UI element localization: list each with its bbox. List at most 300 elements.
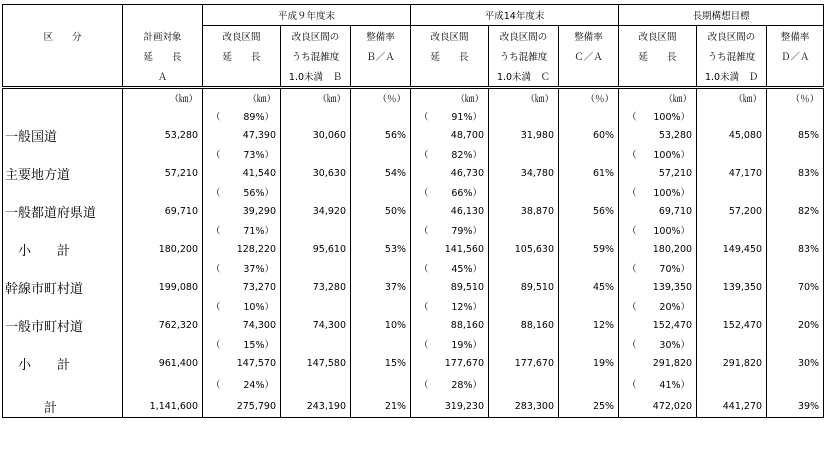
group-title-h14: 平成14年度末 — [411, 5, 619, 26]
blank-cell — [3, 145, 123, 163]
row-label: 主要地方道 — [3, 163, 123, 183]
blank-cell — [3, 297, 123, 315]
improvement-rate: 10% — [351, 315, 411, 335]
improvement-rate: 12% — [559, 315, 619, 335]
improvement-rate: 83% — [767, 239, 824, 259]
share-wrapper — [203, 261, 280, 275]
share-cell — [411, 335, 489, 353]
share-value-group — [451, 377, 482, 391]
uncongested-length: 34,920 — [281, 201, 351, 221]
share-value-group — [451, 299, 482, 313]
blank-cell — [123, 107, 203, 125]
uncongested-length: 105,630 — [489, 239, 559, 259]
target-length: 199,080 — [123, 277, 203, 297]
share-value-group — [659, 337, 690, 351]
target-header-line1: 計画対象 — [123, 26, 203, 47]
section-header-blank-4 — [3, 66, 123, 88]
blank-cell — [697, 145, 767, 163]
table-row-share — [3, 297, 824, 315]
uncongested-length: 283,300 — [489, 395, 559, 418]
share-value-group — [243, 261, 274, 275]
share-value-group — [243, 185, 274, 199]
improved-length: 89,510 — [411, 277, 489, 297]
blank-cell — [559, 183, 619, 201]
share-value: 45% — [451, 264, 473, 275]
share-cell — [203, 107, 281, 125]
rate-ratio-header: Ｃ／Ａ — [559, 46, 619, 66]
share-wrapper — [619, 109, 696, 123]
congest-header-line3: 1.0未満 Ｃ — [489, 66, 559, 88]
uncongested-length: 139,350 — [697, 277, 767, 297]
share-value: 82% — [451, 150, 473, 161]
row-label: 幹線市町村道 — [3, 277, 123, 297]
share-wrapper — [203, 377, 280, 391]
blank-cell — [489, 145, 559, 163]
paren-close: ） — [472, 380, 483, 391]
share-wrapper — [619, 299, 696, 313]
share-cell — [411, 107, 489, 125]
table-row-share — [3, 335, 824, 353]
target-length: 180,200 — [123, 239, 203, 259]
unit-label: （％） — [351, 88, 411, 108]
improvement-rate: 60% — [559, 125, 619, 145]
paren-close: ） — [680, 264, 691, 275]
blank-cell — [123, 259, 203, 277]
congest-header-line2: うち混雑度 — [281, 46, 351, 66]
rate-header: 整備率 — [559, 26, 619, 47]
share-cell — [203, 297, 281, 315]
table-row — [3, 201, 824, 221]
paren-open: （ — [419, 150, 429, 161]
blank-cell — [767, 183, 824, 201]
blank-cell — [767, 297, 824, 315]
paren-close: ） — [680, 380, 691, 391]
paren-open: （ — [419, 112, 429, 123]
paren-open: （ — [211, 150, 221, 161]
blank-cell — [697, 107, 767, 125]
uncongested-length: 30,630 — [281, 163, 351, 183]
blank-cell — [281, 145, 351, 163]
paren-open: （ — [627, 150, 637, 161]
improvement-rate: 56% — [559, 201, 619, 221]
share-value: 28% — [451, 380, 473, 391]
share-value: 71% — [243, 226, 265, 237]
improvement-rate: 85% — [767, 125, 824, 145]
share-cell — [619, 145, 697, 163]
share-wrapper — [203, 185, 280, 199]
share-value: 100% — [653, 112, 681, 123]
paren-close: ） — [264, 302, 274, 313]
improvement-rate: 54% — [351, 163, 411, 183]
share-cell — [619, 259, 697, 277]
share-wrapper — [203, 299, 280, 313]
share-cell — [619, 373, 697, 395]
share-wrapper — [411, 223, 488, 237]
share-value-group — [243, 377, 274, 391]
share-cell — [203, 145, 281, 163]
uncongested-length: 34,780 — [489, 163, 559, 183]
improvement-rate: 15% — [351, 353, 411, 373]
group-title-h9: 平成９年度末 — [203, 5, 411, 26]
share-cell — [203, 373, 281, 395]
share-wrapper — [411, 299, 488, 313]
blank-cell — [123, 335, 203, 353]
improved-length: 41,540 — [203, 163, 281, 183]
improved-length: 53,280 — [619, 125, 697, 145]
paren-close: ） — [472, 150, 483, 161]
share-value-group — [243, 147, 274, 161]
improved-length: 152,470 — [619, 315, 697, 335]
blank-cell — [281, 183, 351, 201]
paren-open: （ — [419, 188, 429, 199]
paren-open: （ — [419, 380, 429, 391]
blank-cell — [697, 335, 767, 353]
share-value: 91% — [451, 112, 473, 123]
blank-cell — [281, 259, 351, 277]
share-value-group — [451, 261, 482, 275]
paren-close: ） — [264, 112, 274, 123]
rate-header: 整備率 — [351, 26, 411, 47]
improved-length: 48,700 — [411, 125, 489, 145]
unit-label: （㎞） — [411, 88, 489, 108]
improve-header-line1: 改良区間 — [203, 26, 281, 47]
improvement-rate: 21% — [351, 395, 411, 418]
target-length: 762,320 — [123, 315, 203, 335]
blank-cell — [559, 335, 619, 353]
row-label: 一般国道 — [3, 125, 123, 145]
units-blank — [3, 88, 123, 108]
share-value: 66% — [451, 188, 473, 199]
share-value-group — [451, 109, 482, 123]
table-row-share — [3, 259, 824, 277]
share-cell — [203, 221, 281, 239]
improvement-rate: 83% — [767, 163, 824, 183]
target-length: 961,400 — [123, 353, 203, 373]
table-row — [3, 315, 824, 335]
congest-header-line3: 1.0未満 Ｄ — [697, 66, 767, 88]
blank-cell — [559, 297, 619, 315]
row-label: 一般都道府県道 — [3, 201, 123, 221]
improved-length: 128,220 — [203, 239, 281, 259]
paren-close: ） — [680, 340, 691, 351]
congest-header-line2: うち混雑度 — [489, 46, 559, 66]
blank-cell — [3, 259, 123, 277]
paren-open: （ — [419, 226, 429, 237]
paren-close: ） — [264, 340, 274, 351]
target-header-line2: 延 長 — [123, 46, 203, 66]
share-value-group — [243, 223, 274, 237]
paren-close: ） — [472, 264, 483, 275]
row-label: 小 計 — [3, 353, 123, 373]
blank-cell — [767, 107, 824, 125]
share-cell — [619, 107, 697, 125]
blank-cell — [489, 297, 559, 315]
road-improvement-table — [2, 4, 824, 418]
paren-open: （ — [211, 264, 221, 275]
blank-cell — [697, 297, 767, 315]
improved-length: 472,020 — [619, 395, 697, 418]
share-cell — [203, 259, 281, 277]
blank-cell — [697, 183, 767, 201]
blank-cell — [351, 335, 411, 353]
improvement-rate: 37% — [351, 277, 411, 297]
rate-ratio-header: Ｂ／Ａ — [351, 46, 411, 66]
share-cell — [203, 335, 281, 353]
share-value-group — [659, 377, 690, 391]
blank-cell — [559, 107, 619, 125]
blank-cell — [281, 373, 351, 395]
improved-length: 319,230 — [411, 395, 489, 418]
share-wrapper — [619, 261, 696, 275]
share-value-group — [659, 261, 690, 275]
blank-cell — [3, 373, 123, 395]
improved-length: 180,200 — [619, 239, 697, 259]
blank-cell — [351, 297, 411, 315]
improved-length: 139,350 — [619, 277, 697, 297]
uncongested-length: 152,470 — [697, 315, 767, 335]
paren-close: ） — [472, 302, 483, 313]
blank-cell — [123, 373, 203, 395]
blank-cell — [489, 107, 559, 125]
improved-length: 69,710 — [619, 201, 697, 221]
rate-header-blank — [351, 66, 411, 88]
improved-length: 74,300 — [203, 315, 281, 335]
target-header-letter: Ａ — [123, 66, 203, 88]
target-length: 1,141,600 — [123, 395, 203, 418]
blank-cell — [767, 259, 824, 277]
paren-close: ） — [680, 226, 691, 237]
table-row-share — [3, 221, 824, 239]
units-row — [3, 88, 824, 108]
blank-cell — [697, 373, 767, 395]
blank-cell — [767, 373, 824, 395]
improvement-rate: 25% — [559, 395, 619, 418]
paren-open: （ — [211, 188, 221, 199]
share-value: 79% — [451, 226, 473, 237]
improvement-rate: 61% — [559, 163, 619, 183]
improve-header-blank — [619, 66, 697, 88]
improved-length: 177,670 — [411, 353, 489, 373]
share-cell — [411, 297, 489, 315]
share-value: 37% — [243, 264, 265, 275]
paren-open: （ — [627, 226, 637, 237]
target-length: 53,280 — [123, 125, 203, 145]
share-value-group — [243, 337, 274, 351]
blank-cell — [281, 107, 351, 125]
share-cell — [411, 373, 489, 395]
share-value: 19% — [451, 340, 473, 351]
improve-header-line1: 改良区間 — [619, 26, 697, 47]
blank-cell — [489, 183, 559, 201]
share-value-group — [653, 185, 690, 199]
share-value: 70% — [659, 264, 681, 275]
improved-length: 147,570 — [203, 353, 281, 373]
paren-open: （ — [211, 302, 221, 313]
table-row-share — [3, 107, 824, 125]
paren-close: ） — [680, 302, 691, 313]
share-value-group — [451, 147, 482, 161]
improvement-rate: 82% — [767, 201, 824, 221]
congest-header-line3: 1.0未満 Ｂ — [281, 66, 351, 88]
uncongested-length: 243,190 — [281, 395, 351, 418]
congest-header-line1: 改良区間の — [489, 26, 559, 47]
improvement-rate: 56% — [351, 125, 411, 145]
paren-close: ） — [472, 188, 483, 199]
target-length: 57,210 — [123, 163, 203, 183]
improve-header-blank — [411, 66, 489, 88]
paren-open: （ — [211, 380, 221, 391]
blank-cell — [489, 259, 559, 277]
group-title-long-term: 長期構想目標 — [619, 5, 824, 26]
share-value-group — [451, 185, 482, 199]
paren-close: ） — [264, 226, 274, 237]
uncongested-length: 30,060 — [281, 125, 351, 145]
share-value-group — [451, 337, 482, 351]
paren-open: （ — [211, 340, 221, 351]
improved-length: 291,820 — [619, 353, 697, 373]
unit-label: （㎞） — [489, 88, 559, 108]
blank-cell — [123, 221, 203, 239]
improved-length: 46,130 — [411, 201, 489, 221]
share-value: 56% — [243, 188, 265, 199]
blank-cell — [767, 335, 824, 353]
paren-close: ） — [680, 188, 691, 199]
uncongested-length: 147,580 — [281, 353, 351, 373]
share-value: 73% — [243, 150, 265, 161]
paren-close: ） — [264, 264, 274, 275]
improve-header-line2: 延 長 — [619, 46, 697, 66]
share-cell — [411, 259, 489, 277]
improved-length: 275,790 — [203, 395, 281, 418]
blank-cell — [123, 183, 203, 201]
share-wrapper — [203, 147, 280, 161]
share-wrapper — [411, 147, 488, 161]
share-wrapper — [203, 223, 280, 237]
share-wrapper — [619, 185, 696, 199]
congest-header-line1: 改良区間の — [281, 26, 351, 47]
row-label: 小 計 — [3, 239, 123, 259]
table-row — [3, 277, 824, 297]
rate-ratio-header: Ｄ／Ａ — [767, 46, 824, 66]
share-cell — [619, 183, 697, 201]
paren-open: （ — [627, 188, 637, 199]
unit-label: （㎞） — [203, 88, 281, 108]
improvement-rate: 45% — [559, 277, 619, 297]
table-row — [3, 163, 824, 183]
blank-cell — [3, 335, 123, 353]
share-cell — [619, 221, 697, 239]
share-value: 41% — [659, 380, 681, 391]
share-cell — [411, 221, 489, 239]
uncongested-length: 441,270 — [697, 395, 767, 418]
paren-open: （ — [211, 112, 221, 123]
share-value-group — [653, 109, 690, 123]
improvement-rate: 70% — [767, 277, 824, 297]
paren-close: ） — [680, 112, 691, 123]
blank-cell — [559, 145, 619, 163]
share-value: 100% — [653, 150, 681, 161]
unit-label: （㎞） — [697, 88, 767, 108]
unit-label: （㎞） — [619, 88, 697, 108]
improvement-rate: 59% — [559, 239, 619, 259]
share-value-group — [653, 223, 690, 237]
paren-close: ） — [264, 380, 274, 391]
uncongested-length: 88,160 — [489, 315, 559, 335]
share-cell — [411, 183, 489, 201]
improve-header-line2: 延 長 — [203, 46, 281, 66]
paren-open: （ — [419, 340, 429, 351]
share-value-group — [243, 299, 274, 313]
share-cell — [203, 183, 281, 201]
section-header: 区 分 — [3, 26, 123, 47]
improved-length: 47,390 — [203, 125, 281, 145]
paren-open: （ — [211, 226, 221, 237]
rate-header-blank — [559, 66, 619, 88]
uncongested-length: 31,980 — [489, 125, 559, 145]
improvement-rate: 50% — [351, 201, 411, 221]
section-header-blank-3 — [3, 46, 123, 66]
paren-open: （ — [419, 302, 429, 313]
share-wrapper — [619, 377, 696, 391]
table-row-share — [3, 373, 824, 395]
blank-cell — [281, 221, 351, 239]
share-value-group — [451, 223, 482, 237]
improvement-rate: 20% — [767, 315, 824, 335]
blank-cell — [351, 259, 411, 277]
uncongested-length: 38,870 — [489, 201, 559, 221]
target-header-blank-1 — [123, 5, 203, 26]
blank-cell — [351, 107, 411, 125]
blank-cell — [559, 259, 619, 277]
share-wrapper — [619, 147, 696, 161]
table-row-share — [3, 183, 824, 201]
share-wrapper — [411, 337, 488, 351]
table-row — [3, 125, 824, 145]
improved-length: 39,290 — [203, 201, 281, 221]
share-wrapper — [203, 337, 280, 351]
congest-header-line1: 改良区間の — [697, 26, 767, 47]
share-wrapper — [411, 377, 488, 391]
table-row — [3, 239, 824, 259]
uncongested-length: 149,450 — [697, 239, 767, 259]
improvement-rate: 53% — [351, 239, 411, 259]
blank-cell — [281, 335, 351, 353]
share-cell — [411, 145, 489, 163]
share-value: 100% — [653, 188, 681, 199]
share-wrapper — [619, 223, 696, 237]
paren-close: ） — [264, 150, 274, 161]
paren-close: ） — [680, 150, 691, 161]
uncongested-length: 95,610 — [281, 239, 351, 259]
improvement-rate: 30% — [767, 353, 824, 373]
unit-label: （％） — [767, 88, 824, 108]
paren-close: ） — [264, 188, 274, 199]
blank-cell — [767, 221, 824, 239]
paren-open: （ — [627, 112, 637, 123]
share-wrapper — [619, 337, 696, 351]
share-value-group — [243, 109, 274, 123]
improve-header-blank — [203, 66, 281, 88]
congest-header-line2: うち混雑度 — [697, 46, 767, 66]
blank-cell — [697, 259, 767, 277]
improved-length: 141,560 — [411, 239, 489, 259]
improve-header-line1: 改良区間 — [411, 26, 489, 47]
share-cell — [619, 297, 697, 315]
blank-cell — [697, 221, 767, 239]
table-row — [3, 395, 824, 418]
uncongested-length: 57,200 — [697, 201, 767, 221]
paren-open: （ — [419, 264, 429, 275]
